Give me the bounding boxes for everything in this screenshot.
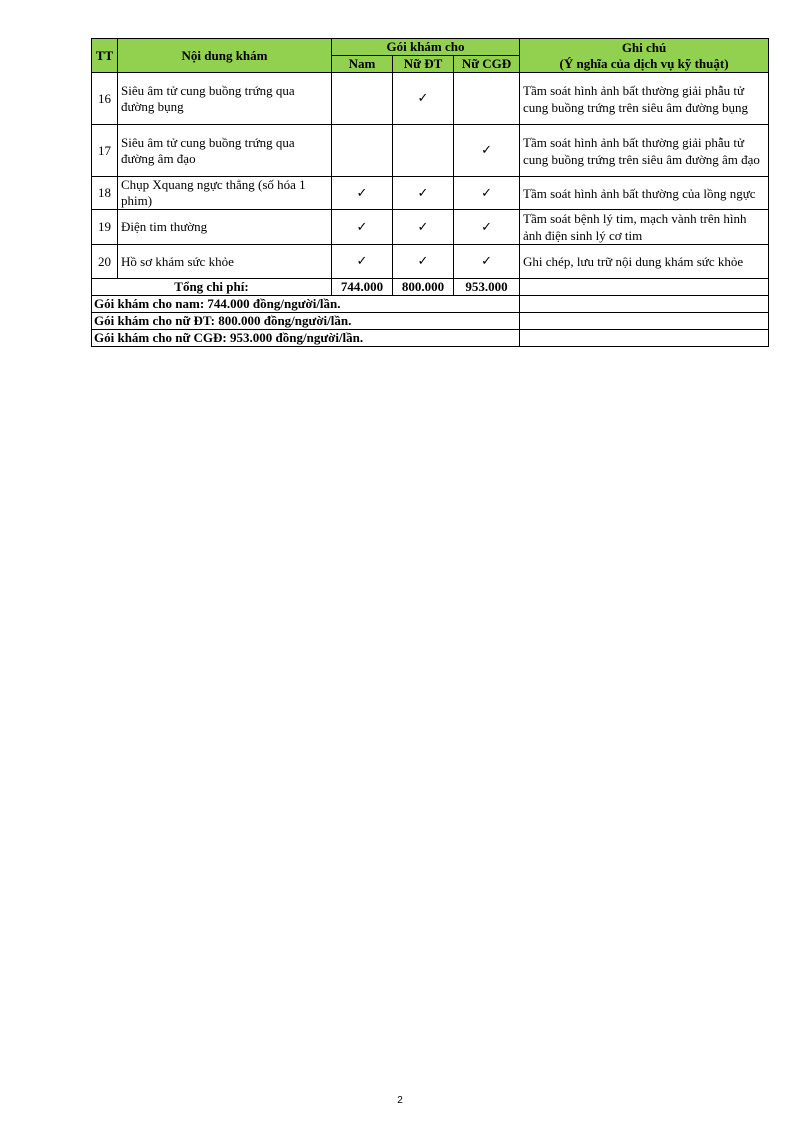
table-row — [92, 210, 769, 245]
check-female-cgd: ✓ — [454, 177, 520, 210]
package-note-empty — [520, 313, 769, 330]
check-female-dt: ✓ — [393, 210, 454, 245]
total-male: 744.000 — [332, 279, 393, 296]
row-number: 20 — [92, 245, 118, 279]
header-content: Nội dung khám — [118, 39, 332, 73]
check-female-dt: ✓ — [393, 177, 454, 210]
header-note-subtitle: (Ý nghĩa của dịch vụ kỹ thuật) — [559, 55, 729, 71]
package-female-cgd: Gói khám cho nữ CGĐ: 953.000 đồng/người/lần. — [92, 330, 520, 347]
total-note-empty — [520, 279, 769, 296]
row-note: Tầm soát hình ảnh bất thường giải phẫu tử cung buồng trứng trên siêu âm đường bụng — [520, 73, 769, 125]
check-male — [332, 73, 393, 125]
row-note: Tầm soát bệnh lý tim, mạch vành trên hình ảnh điện sinh lý cơ tim — [520, 210, 769, 245]
row-content: Chụp Xquang ngực thẳng (số hóa 1 phim) — [118, 177, 332, 210]
header-female-cgd: Nữ CGĐ — [454, 56, 520, 73]
check-female-dt: ✓ — [393, 73, 454, 125]
check-female-dt: ✓ — [393, 245, 454, 279]
row-content: Siêu âm tử cung buồng trứng qua đường bụng — [118, 73, 332, 125]
table-row — [92, 245, 769, 279]
exam-package-table — [91, 38, 769, 347]
package-note-empty — [520, 330, 769, 347]
header-female-dt: Nữ ĐT — [393, 56, 454, 73]
row-note: Tầm soát hình ảnh bất thường của lồng ngực — [520, 177, 769, 210]
total-female-cgd: 953.000 — [454, 279, 520, 296]
header-note — [520, 39, 769, 73]
row-number: 17 — [92, 125, 118, 177]
package-note-empty — [520, 296, 769, 313]
row-number: 19 — [92, 210, 118, 245]
check-male: ✓ — [332, 177, 393, 210]
package-male: Gói khám cho nam: 744.000 đồng/người/lần. — [92, 296, 520, 313]
check-female-cgd: ✓ — [454, 245, 520, 279]
package-row — [92, 330, 769, 347]
table-row — [92, 73, 769, 125]
check-female-dt — [393, 125, 454, 177]
row-number: 16 — [92, 73, 118, 125]
row-content: Điện tim thường — [118, 210, 332, 245]
table-row — [92, 177, 769, 210]
total-female-dt: 800.000 — [393, 279, 454, 296]
page-number: 2 — [397, 1095, 403, 1106]
header-package-group: Gói khám cho — [332, 39, 520, 56]
check-male: ✓ — [332, 245, 393, 279]
total-label: Tổng chi phí: — [92, 279, 332, 296]
package-female-dt: Gói khám cho nữ ĐT: 800.000 đồng/người/lần. — [92, 313, 520, 330]
header-tt: TT — [92, 39, 118, 73]
check-male — [332, 125, 393, 177]
header-male: Nam — [332, 56, 393, 73]
row-content: Hồ sơ khám sức khỏe — [118, 245, 332, 279]
row-content: Siêu âm tử cung buồng trứng qua đường âm đạo — [118, 125, 332, 177]
header-note-title: Ghi chú — [621, 39, 667, 55]
check-female-cgd: ✓ — [454, 125, 520, 177]
row-note: Tầm soát hình ảnh bất thường giải phẫu tử cung buồng trứng trên siêu âm đường âm đạo — [520, 125, 769, 177]
package-row — [92, 296, 769, 313]
total-row — [92, 279, 769, 296]
package-row — [92, 313, 769, 330]
check-male: ✓ — [332, 210, 393, 245]
row-note: Ghi chép, lưu trữ nội dung khám sức khỏe — [520, 245, 769, 279]
table-row — [92, 125, 769, 177]
row-number: 18 — [92, 177, 118, 210]
check-female-cgd: ✓ — [454, 210, 520, 245]
check-female-cgd — [454, 73, 520, 125]
